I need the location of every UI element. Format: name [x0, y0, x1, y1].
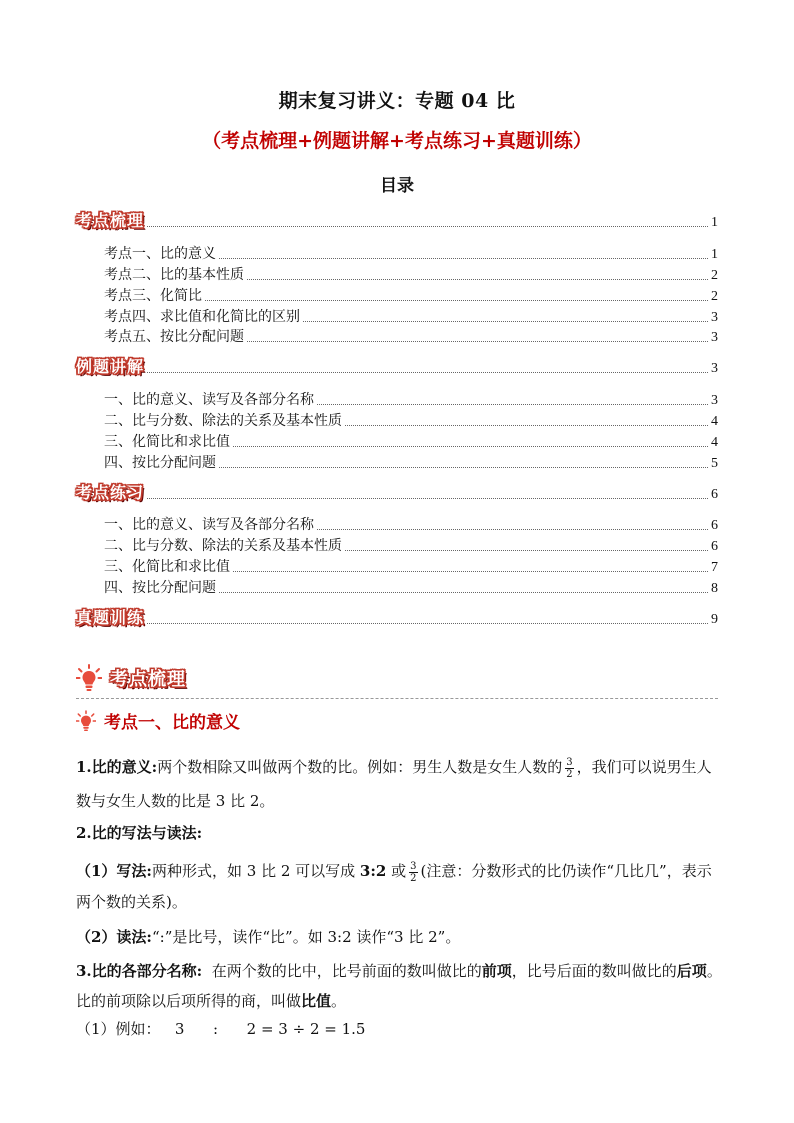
- toc-item-label: 考点五、按比分配问题: [104, 329, 244, 345]
- toc-page-number: 3: [711, 393, 718, 408]
- point-label: 考点一、比的意义: [104, 713, 240, 733]
- toc-leader: [317, 528, 708, 530]
- toc-item[interactable]: [104, 452, 718, 472]
- term-label: 2.比的写法与读法:: [76, 824, 203, 842]
- toc-page-number: 6: [711, 539, 718, 554]
- page-subtitle: （考点梳理+例题讲解+考点练习+真题训练）: [202, 130, 592, 152]
- toc-leader: [147, 497, 708, 499]
- toc-leader: [317, 403, 708, 405]
- toc-item-label: 考点二、比的基本性质: [104, 267, 244, 283]
- toc-section-kaodian-shuli[interactable]: [76, 208, 718, 231]
- paragraph-text: ，我们可以说男生人数与女生人数的比是 3 比 2。: [76, 758, 712, 810]
- toc-item[interactable]: [104, 306, 718, 326]
- paragraph-text: 。: [331, 992, 347, 1010]
- toc-item-label: 四、按比分配问题: [104, 580, 216, 596]
- toc-item[interactable]: [104, 264, 718, 284]
- toc-item-label: 考点一、比的意义: [104, 246, 216, 262]
- paragraph-text: 。比的前项除以后项所得的商，叫做: [76, 962, 722, 1010]
- ratio-example: 3:2: [359, 862, 387, 880]
- term-label: 3.比的各部分名称:: [76, 962, 203, 980]
- toc-leader: [219, 466, 708, 468]
- toc-leader: [219, 591, 708, 593]
- toc-title: 目录: [380, 176, 414, 196]
- toc-item[interactable]: [104, 389, 718, 409]
- page-title: 期末复习讲义：专题 04 比: [278, 90, 516, 112]
- toc-leader: [147, 622, 708, 624]
- paragraph-reading: [76, 926, 722, 948]
- toc-page-number: 2: [711, 268, 718, 283]
- term-label: （2）读法:: [76, 928, 152, 946]
- toc-section-liti-jiangjie[interactable]: [76, 354, 718, 377]
- toc-leader: [205, 299, 708, 301]
- toc-section-label: 例题讲解: [76, 357, 145, 376]
- toc-item[interactable]: [104, 577, 718, 597]
- toc-item-label: 一、比的意义、读写及各部分名称: [104, 517, 314, 533]
- toc-page-number: 1: [711, 247, 718, 262]
- paragraph-parts: [76, 956, 722, 1016]
- toc-item[interactable]: [104, 514, 718, 534]
- paragraph-meaning: [76, 750, 722, 818]
- toc-item[interactable]: [104, 243, 718, 263]
- term-label: （1）写法:: [76, 862, 152, 880]
- paragraph-text: (注意：分数形式的比仍读作“几比几”，表示两个数的关系)。: [76, 862, 712, 911]
- toc-item-label: 二、比与分数、除法的关系及基本性质: [104, 413, 342, 429]
- toc-leader: [345, 549, 708, 551]
- toc-page-number: 5: [711, 456, 718, 471]
- section-label: 考点梳理: [110, 669, 186, 690]
- toc-item[interactable]: [104, 556, 718, 576]
- toc-section-label: 考点梳理: [76, 211, 145, 230]
- toc-page-number: 3: [711, 330, 718, 345]
- term-back: 后项: [676, 962, 707, 980]
- toc-item-label: 四、按比分配问题: [104, 455, 216, 471]
- toc-item[interactable]: [104, 535, 718, 555]
- toc-item-label: 一、比的意义、读写及各部分名称: [104, 392, 314, 408]
- toc-item[interactable]: [104, 410, 718, 430]
- toc-page-number: 3: [711, 361, 718, 376]
- fraction-numerator: 3: [566, 756, 573, 768]
- section-heading: [76, 664, 186, 692]
- paragraph-writing-reading: [76, 822, 722, 844]
- toc-page-number: 2: [711, 289, 718, 304]
- toc-page-number: 7: [711, 560, 718, 575]
- toc-page-number: 1: [711, 215, 718, 230]
- divider: [76, 698, 718, 699]
- toc-item[interactable]: [104, 326, 718, 346]
- paragraph-text: 或: [386, 862, 407, 880]
- toc-leader: [233, 445, 708, 447]
- term-ratio-value: 比值: [301, 992, 332, 1010]
- toc-section-label: 真题训练: [76, 608, 145, 627]
- toc-leader: [233, 570, 708, 572]
- paragraph-text: “:”是比号，读作“比”。如 3:2 读作“3 比 2”。: [151, 928, 461, 946]
- toc-page-number: 9: [711, 612, 718, 627]
- fraction-denominator: 2: [566, 768, 573, 780]
- paragraph-text: 两种形式，如 3 比 2 可以写成: [151, 862, 360, 880]
- toc-item-label: 二、比与分数、除法的关系及基本性质: [104, 538, 342, 554]
- toc-leader: [247, 340, 708, 342]
- toc-page-number: 6: [711, 518, 718, 533]
- lightbulb-icon: [76, 664, 102, 692]
- toc-item-label: 考点三、化简比: [104, 288, 202, 304]
- toc-leader: [219, 257, 708, 259]
- toc-page-number: 4: [711, 414, 718, 429]
- fraction: [565, 757, 573, 780]
- term-front: 前项: [481, 962, 512, 980]
- paragraph-example: （1）例如： 3 : 2 = 3 ÷ 2 = 1.5: [76, 1020, 366, 1038]
- term-label: 1.比的意义:: [76, 758, 158, 776]
- toc-leader: [345, 424, 708, 426]
- toc-leader: [303, 320, 708, 322]
- fraction-numerator: 3: [410, 860, 417, 872]
- toc-item-label: 考点四、求比值和化简比的区别: [104, 309, 300, 325]
- toc-item-label: 三、化简比和求比值: [104, 559, 230, 575]
- point-heading: [76, 708, 240, 733]
- toc-leader: [147, 371, 708, 373]
- toc-page-number: 3: [711, 310, 718, 325]
- toc-item[interactable]: [104, 285, 718, 305]
- toc-leader: [247, 278, 708, 280]
- toc-item[interactable]: [104, 431, 718, 451]
- fraction: [409, 861, 417, 884]
- toc-page-number: 8: [711, 581, 718, 596]
- paragraph-text: 在两个数的比中，比号前面的数叫做比的: [211, 962, 482, 980]
- toc-page-number: 6: [711, 487, 718, 502]
- toc-item-label: 三、化简比和求比值: [104, 434, 230, 450]
- toc-section-label: 考点练习: [76, 483, 145, 502]
- lightbulb-icon: [76, 710, 96, 732]
- toc-page-number: 4: [711, 435, 718, 450]
- toc-section-kaodian-lianxi[interactable]: [76, 480, 718, 503]
- paragraph-writing: [76, 856, 722, 918]
- paragraph-text: ，比号后面的数叫做比的: [511, 962, 677, 980]
- paragraph-text: 两个数相除又叫做两个数的比。例如：男生人数是女生人数的: [157, 758, 563, 776]
- fraction-denominator: 2: [410, 872, 417, 884]
- toc-section-zhenti-xunlian[interactable]: [76, 605, 718, 628]
- toc-leader: [147, 225, 708, 227]
